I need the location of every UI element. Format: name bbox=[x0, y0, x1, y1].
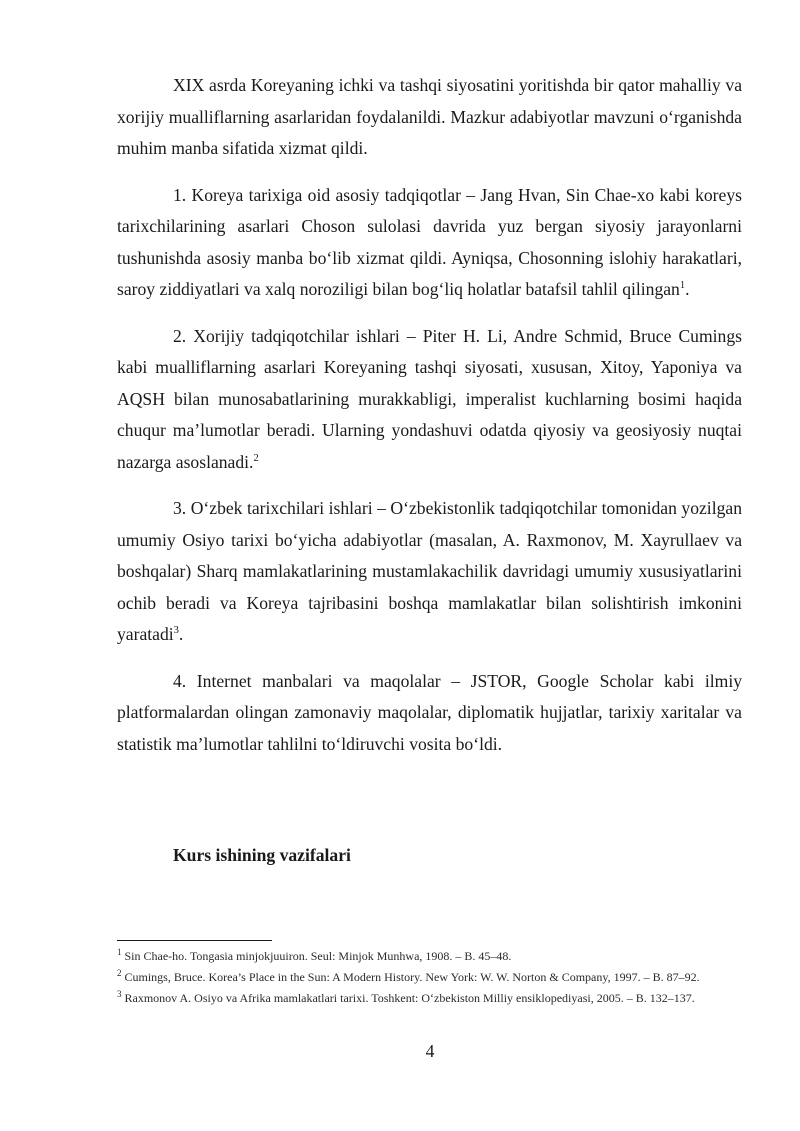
footnote-mark: 1 bbox=[117, 947, 122, 957]
paragraph-item-2 bbox=[117, 321, 742, 479]
paragraph-item-4 bbox=[117, 666, 742, 761]
footnote-text: Cumings, Bruce. Korea’s Place in the Sun: A Modern History. New York: W. W. Norton & Company, 1997. – B. 87–92. bbox=[124, 970, 700, 984]
footnote-divider bbox=[117, 940, 272, 941]
footnote-text: Raxmonov A. Osiyo va Afrika mamlakatlari tarixi. Toshkent: O‘zbekiston Milliy ensiklopediyasi, 2005. – B. 132–137. bbox=[124, 991, 695, 1005]
paragraph-trailing: . bbox=[685, 279, 690, 299]
paragraph-text: 1. Koreya tarixiga oid asosiy tadqiqotlar – Jang Hvan, Sin Chae-xo kabi koreys tarixchilarining asarlari Choson sulolasi davrida yuz bergan siyosiy jarayonlarni tushunishda asosiy manba bo‘lib xizmat qildi. Ayniqsa, Chosonning islohiy harakatlari, saroy ziddiyatlari va xalq noroziligi bilan bog‘liq holatlar batafsil tahlil qilingan bbox=[117, 184, 742, 299]
footnote-mark: 2 bbox=[117, 968, 122, 978]
page-number: 4 bbox=[425, 1041, 435, 1061]
paragraph-item-1 bbox=[117, 180, 742, 306]
footnotes bbox=[117, 947, 742, 1012]
paragraph-text: 4. Internet manbalari va maqolalar – JSTOR, Google Scholar kabi ilmiy platformalardan olingan zamonaviy maqolalar, diplomatik hujjatlar, tarixiy xaritalar va statistik ma’lumotlar tahlilni to‘ldiruvchi vosita bo‘ldi. bbox=[117, 670, 742, 754]
paragraph-intro bbox=[117, 70, 742, 165]
body-text bbox=[117, 70, 742, 775]
footnote-1 bbox=[117, 949, 742, 964]
footnote-text: Sin Chae-ho. Tongasia minjokjuuiron. Seul: Minjok Munhwa, 1908. – B. 45–48. bbox=[124, 949, 512, 963]
footnote-mark: 3 bbox=[117, 989, 122, 999]
footnote-ref-1[interactable]: 1 bbox=[679, 280, 686, 292]
paragraph-text: 2. Xorijiy tadqiqotchilar ishlari – Piter H. Li, Andre Schmid, Bruce Cumings kabi mualliflarning asarlari Koreyaning tashqi siyosati, xususan, Xitoy, Yaponiya va AQSH bilan munosabatlarining murakkabligi, imperalist kuchlarning bosimi haqida chuqur ma’lumotlar beradi. Ularning yondashuvi odatda qiyosiy va geosiyosiy nuqtai nazarga asoslanadi. bbox=[117, 325, 742, 472]
paragraph-text: XIX asrda Koreyaning ichki va tashqi siyosatini yoritishda bir qator mahalliy va xorijiy mualliflarning asarlaridan foydalanildi. Mazkur adabiyotlar mavzuni o‘rganishda muhim manba sifatida xizmat qildi. bbox=[117, 75, 742, 158]
footnote-ref-2[interactable]: 2 bbox=[253, 452, 259, 464]
footnote-ref-3[interactable]: 3 bbox=[173, 625, 179, 637]
section-heading: Kurs ishining vazifalari bbox=[173, 845, 351, 865]
paragraph-item-3 bbox=[117, 493, 742, 651]
footnote-2 bbox=[117, 970, 742, 985]
footnote-3 bbox=[117, 991, 742, 1006]
paragraph-trailing: . bbox=[178, 624, 184, 644]
paragraph-text: 3. O‘zbek tarixchilari ishlari – O‘zbekistonlik tadqiqotchilar tomonidan yozilgan umumiy Osiyo tarixi bo‘yicha adabiyotlar (masalan, A. Raxmonov, M. Xayrullaev va boshqalar) Sharq mamlakatlarining mustamlakachilik davridagi umumiy xususiyatlarini ochib beradi va Koreya tajribasini boshqa mamlakatlar bilan solishtirish imkonini yaratadi bbox=[117, 498, 742, 644]
